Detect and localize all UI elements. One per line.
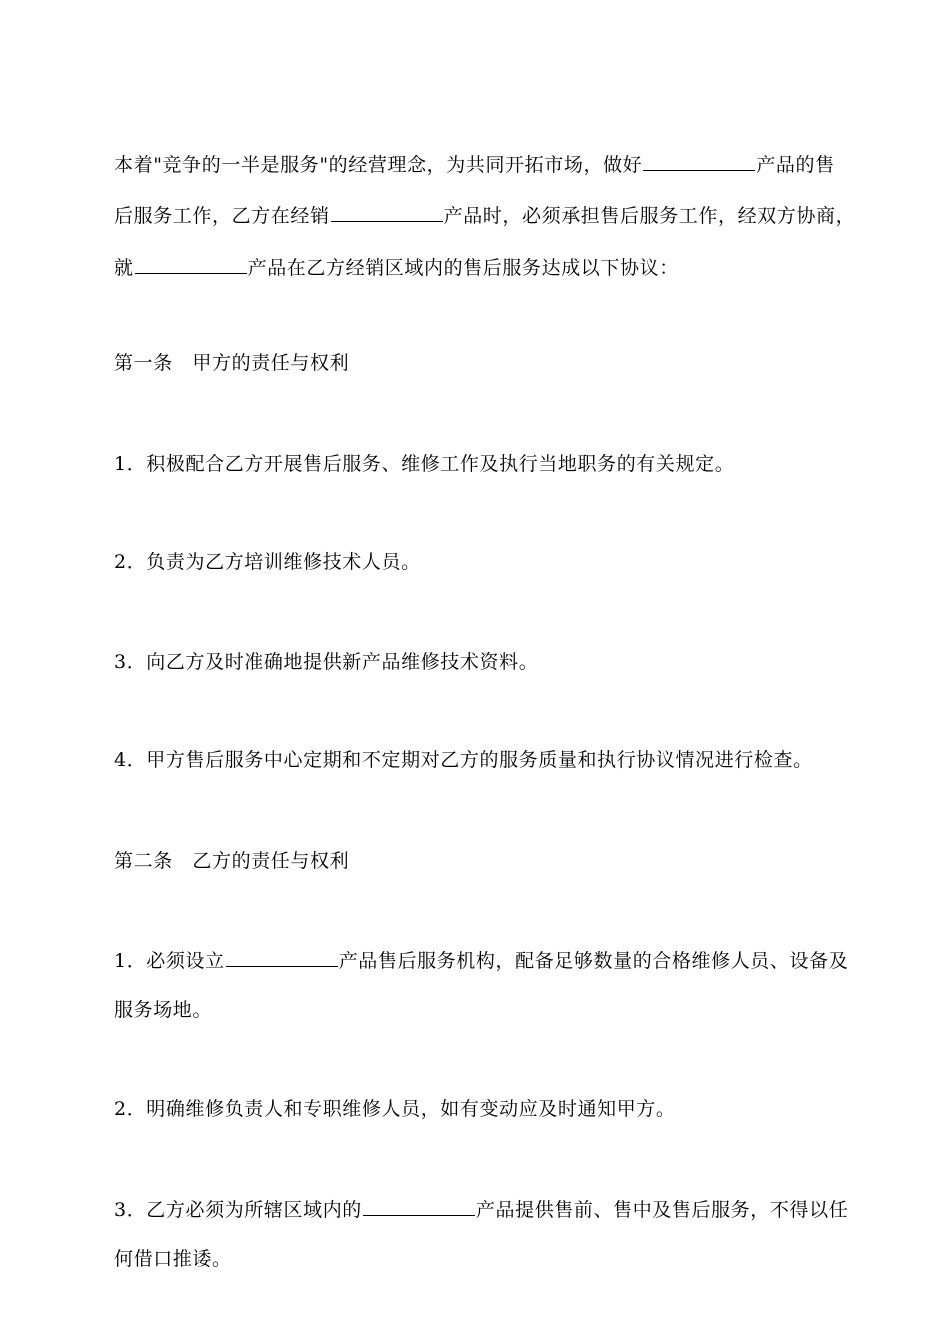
fill-blank[interactable] <box>643 152 755 171</box>
article-2-item-1-line-2: 服务场地。 <box>114 999 213 1021</box>
item-text: 1．必须设立 <box>114 950 225 972</box>
fill-blank[interactable] <box>135 255 247 274</box>
fill-blank[interactable] <box>226 948 338 967</box>
intro-text: 就 <box>114 257 134 279</box>
article-2-item-1-line-1 <box>114 948 848 973</box>
intro-line-3 <box>114 255 679 280</box>
item-text: 3．乙方必须为所辖区域内的 <box>114 1199 362 1221</box>
intro-text: 后服务工作，乙方在经销 <box>114 205 330 227</box>
article-1-item-2: 2．负责为乙方培训维修技术人员。 <box>114 551 421 573</box>
article-1-title: 第一条 甲方的责任与权利 <box>114 352 350 374</box>
item-text: 产品售后服务机构，配备足够数量的合格维修人员、设备及 <box>338 950 849 972</box>
intro-text: 产品的售 <box>756 154 835 176</box>
article-2-item-3-line-2: 何借口推诿。 <box>114 1248 232 1270</box>
intro-line-2 <box>114 203 855 228</box>
intro-line-1 <box>114 152 835 177</box>
article-2-title: 第二条 乙方的责任与权利 <box>114 850 350 872</box>
intro-text: 本着"竞争的一半是服务"的经营理念，为共同开拓市场，做好 <box>114 154 643 176</box>
article-2-item-2: 2．明确维修负责人和专职维修人员，如有变动应及时通知甲方。 <box>114 1098 676 1120</box>
article-2-item-3-line-1 <box>114 1197 848 1222</box>
fill-blank[interactable] <box>363 1197 475 1216</box>
intro-text: 产品时，必须承担售后服务工作，经双方协商， <box>443 205 856 227</box>
article-1-item-3: 3．向乙方及时准确地提供新产品维修技术资料。 <box>114 651 539 673</box>
item-text: 产品提供售前、售中及售后服务，不得以任 <box>475 1199 849 1221</box>
article-1-item-1: 1．积极配合乙方开展售后服务、维修工作及执行当地职务的有关规定。 <box>114 453 735 475</box>
article-1-item-4: 4．甲方售后服务中心定期和不定期对乙方的服务质量和执行协议情况进行检查。 <box>114 749 813 771</box>
fill-blank[interactable] <box>331 203 443 222</box>
intro-text: 产品在乙方经销区域内的售后服务达成以下协议： <box>247 257 679 279</box>
